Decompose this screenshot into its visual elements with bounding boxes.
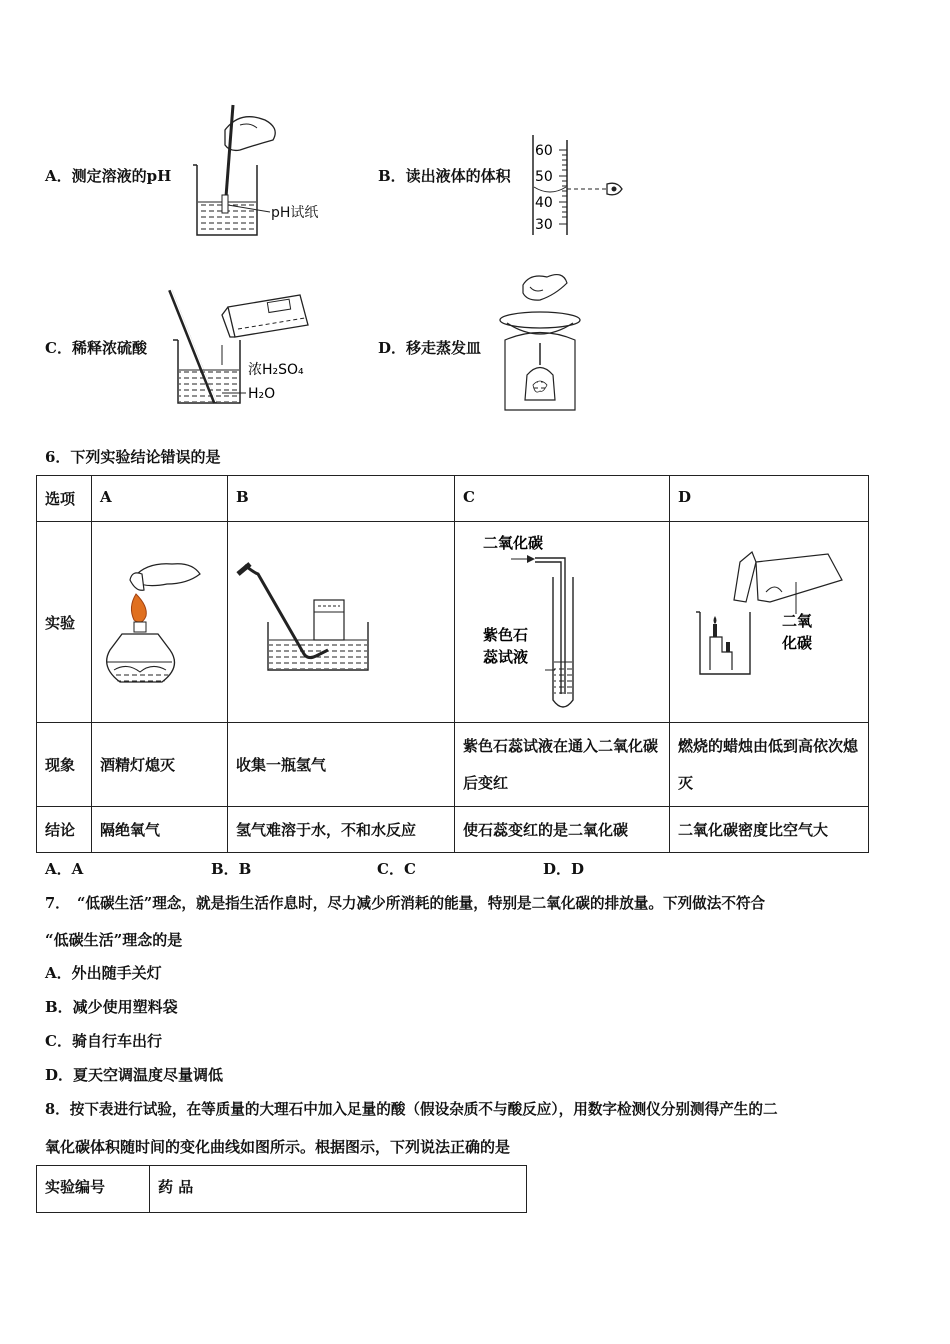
c-gas-label: 二氧化碳 bbox=[483, 534, 544, 552]
option-a-label: A．测定溶液的pH bbox=[45, 167, 172, 185]
scale-60: 60 bbox=[535, 143, 553, 159]
phenomenon-c: 紫色石蕊试液在通入二氧化碳后变红 bbox=[455, 723, 670, 807]
q7-line2: “低碳生活”理念的是 bbox=[45, 931, 183, 949]
option-d-label: D．移走蒸发皿 bbox=[378, 339, 482, 357]
conclusion-b: 氢气难溶于水，不和水反应 bbox=[228, 807, 455, 853]
q8-table bbox=[36, 1165, 527, 1213]
q7-option-d: D．夏天空调温度尽量调低 bbox=[45, 1066, 224, 1084]
q6-answer-b: B．B bbox=[211, 860, 252, 878]
q7-option-c: C．骑自行车出行 bbox=[45, 1032, 162, 1050]
scale-50: 50 bbox=[535, 169, 553, 185]
ph-paper-label: pH试纸 bbox=[271, 205, 319, 221]
phenomenon-a: 酒精灯熄灭 bbox=[92, 723, 228, 807]
exp-b-gas-collection bbox=[228, 522, 454, 718]
exp-c-litmus bbox=[455, 522, 669, 718]
q7-option-b: B．减少使用塑料袋 bbox=[45, 998, 178, 1016]
exp-a-alcohol-lamp bbox=[92, 522, 227, 718]
conclusion-a: 隔绝氧气 bbox=[92, 807, 228, 853]
q8-line2: 氧化碳体积随时间的变化曲线如图所示。根据图示，下列说法正确的是 bbox=[45, 1138, 511, 1156]
header-a: A bbox=[92, 476, 228, 522]
q6-table bbox=[36, 475, 869, 853]
d-gas-label-2: 化碳 bbox=[782, 634, 813, 652]
q8-header-reagent: 药 品 bbox=[150, 1166, 527, 1213]
q6-answer-c: C．C bbox=[377, 860, 416, 878]
conclusion-c: 使石蕊变红的是二氧化碳 bbox=[455, 807, 670, 853]
q7-line1: 7． “低碳生活”理念，就是指生活作息时，尽力减少所消耗的能量，特别是二氧化碳的排放量。下列做法不符合 bbox=[45, 895, 766, 912]
header-d: D bbox=[670, 476, 869, 522]
exp-d-candles bbox=[670, 522, 868, 718]
option-b-label: B．读出液体的体积 bbox=[378, 167, 511, 185]
conclusion-d: 二氧化碳密度比空气大 bbox=[670, 807, 869, 853]
phenomenon-b: 收集一瓶氢气 bbox=[228, 723, 455, 807]
q8-header-id: 实验编号 bbox=[37, 1166, 150, 1213]
header-option: 选项 bbox=[37, 476, 92, 522]
conc-acid-label: 浓H₂SO₄ bbox=[248, 362, 304, 378]
row-label-phenomenon: 现象 bbox=[37, 723, 92, 807]
evaporating-dish-figure bbox=[485, 265, 590, 420]
q6-title: 6．下列实验结论错误的是 bbox=[45, 448, 221, 466]
dilute-acid-figure bbox=[160, 285, 330, 410]
header-c: C bbox=[455, 476, 670, 522]
c-liquid-label-2: 蕊试液 bbox=[483, 648, 529, 666]
c-liquid-label-1: 紫色石 bbox=[483, 626, 529, 644]
row-label-conclusion: 结论 bbox=[37, 807, 92, 853]
option-c-label: C．稀释浓硫酸 bbox=[45, 339, 147, 357]
header-b: B bbox=[228, 476, 455, 522]
ph-test-figure bbox=[185, 100, 345, 245]
q6-answer-d: D．D bbox=[543, 860, 585, 878]
scale-30: 30 bbox=[535, 217, 553, 233]
row-label-experiment: 实验 bbox=[37, 522, 92, 723]
q6-answer-a: A．A bbox=[45, 860, 84, 878]
cylinder-scale-figure bbox=[525, 135, 635, 240]
q8-line1: 8．按下表进行试验，在等质量的大理石中加入足量的酸（假设杂质不与酸反应），用数字检测仪分别测得产生的二 bbox=[45, 1101, 778, 1118]
phenomenon-d: 燃烧的蜡烛由低到高依次熄灭 bbox=[670, 723, 869, 807]
q7-option-a: A．外出随手关灯 bbox=[45, 964, 162, 982]
d-gas-label-1: 二氧 bbox=[782, 612, 813, 630]
scale-40: 40 bbox=[535, 195, 553, 211]
water-label: H₂O bbox=[248, 386, 276, 402]
